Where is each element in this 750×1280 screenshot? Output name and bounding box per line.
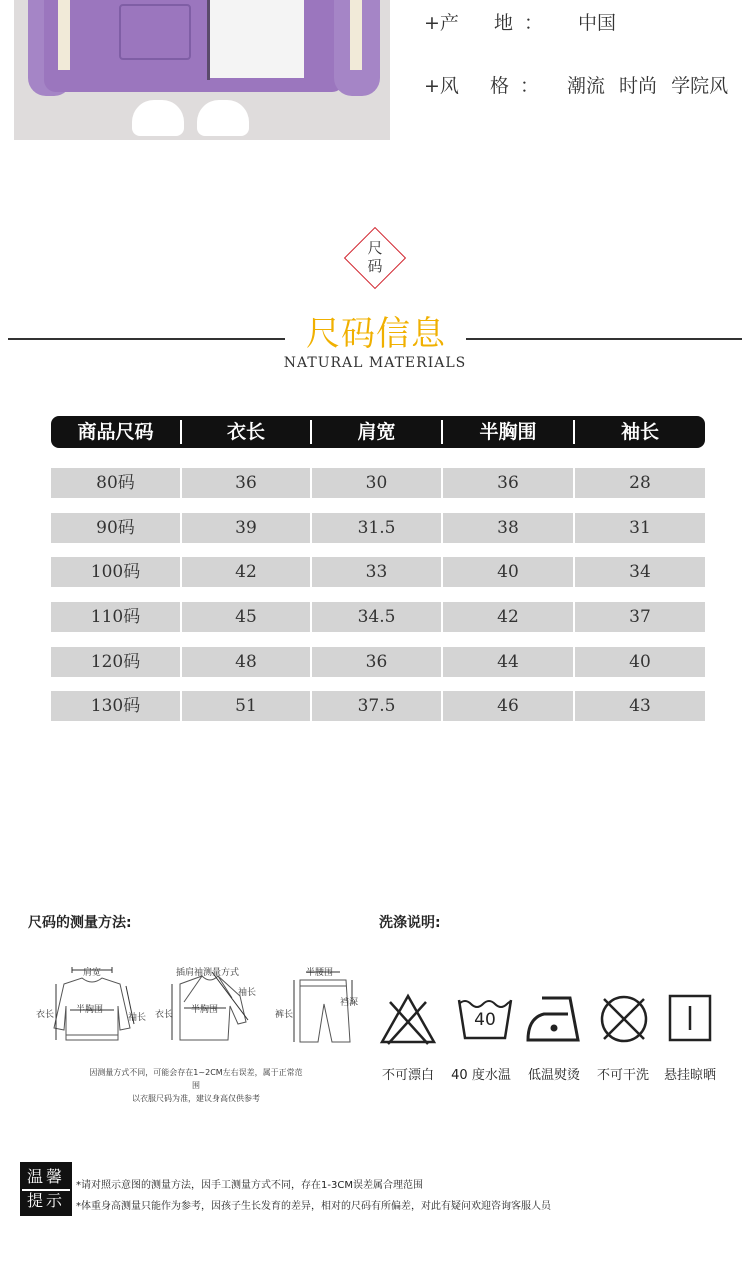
spec-style xyxy=(424,71,744,95)
chest-cell: 42 xyxy=(443,602,573,632)
tip-line: *请对照示意图的测量方法，因手工测量方式不同，存在1-3CM误差属合理范围 xyxy=(76,1180,423,1191)
rise-label: 裆深 xyxy=(340,998,359,1008)
spec-colon: ： xyxy=(524,12,544,34)
section-title: 尺码信息 xyxy=(306,314,446,354)
column-header: 肩宽 xyxy=(357,421,396,443)
wash-temp: 40 xyxy=(474,1010,496,1030)
sleeve-cell: 31 xyxy=(575,513,705,543)
chest-cell: 36 xyxy=(443,468,573,498)
length-cell: 45 xyxy=(182,602,310,632)
size-table-header xyxy=(51,416,705,448)
wash-label: 不可干洗 xyxy=(596,1068,649,1083)
length-label: 衣长 xyxy=(155,1010,174,1020)
sleeve-label: 袖长 xyxy=(238,988,257,998)
white-shoe xyxy=(132,100,184,136)
sleeve-cell: 34 xyxy=(575,557,705,587)
spec-label-char: +风 xyxy=(424,75,459,97)
shoulder-cell: 33 xyxy=(312,557,441,587)
length-cell: 48 xyxy=(182,647,310,677)
divider-right xyxy=(466,338,742,340)
length-cell: 39 xyxy=(182,513,310,543)
wash-label: 40 度水温 xyxy=(451,1068,511,1083)
sleeve-cell: 37 xyxy=(575,602,705,632)
wash-heading: 洗涤说明: xyxy=(379,915,441,931)
size-cell: 80码 xyxy=(51,468,180,498)
chest-cell: 40 xyxy=(443,557,573,587)
shoulder-cell: 34.5 xyxy=(312,602,441,632)
spec-value: 中国 xyxy=(578,12,617,34)
measure-heading: 尺码的测量方法: xyxy=(28,915,132,931)
length-cell: 36 xyxy=(182,468,310,498)
column-header: 半胸围 xyxy=(479,421,537,443)
sleeve-label: 袖长 xyxy=(128,1013,147,1023)
shoulder-cell: 31.5 xyxy=(312,513,441,543)
wash-label: 悬挂晾晒 xyxy=(663,1068,716,1083)
chest-cell: 46 xyxy=(443,691,573,721)
spec-value: 潮流 时尚 学院风 xyxy=(567,75,729,97)
product-photo xyxy=(14,0,390,140)
sleeve-cell: 40 xyxy=(575,647,705,677)
sleeve-cell: 28 xyxy=(575,468,705,498)
shoulder-cell: 36 xyxy=(312,647,441,677)
spec-label-char: +产 xyxy=(424,12,459,34)
sleeve-cell: 43 xyxy=(575,691,705,721)
chest-label: 半胸围 xyxy=(191,1005,219,1015)
pants-length-label: 裤长 xyxy=(275,1010,294,1020)
divider-left xyxy=(8,338,285,340)
low-iron-icon xyxy=(524,992,584,1046)
spec-label-char: 地 xyxy=(494,12,514,34)
hang-dry-icon xyxy=(660,992,720,1046)
table-row xyxy=(51,468,705,498)
table-row xyxy=(51,647,705,677)
white-shoe xyxy=(197,100,249,136)
no-bleach-icon xyxy=(378,992,438,1046)
length-cell: 51 xyxy=(182,691,310,721)
column-header: 袖长 xyxy=(620,421,659,443)
size-cell: 100码 xyxy=(51,557,180,587)
size-cell: 90码 xyxy=(51,513,180,543)
sleeve-stripe xyxy=(58,0,70,70)
size-badge-text: 尺 码 xyxy=(367,239,383,275)
table-row xyxy=(51,691,705,721)
table-row xyxy=(51,513,705,543)
jacket-lining xyxy=(209,0,304,78)
size-cell: 110码 xyxy=(51,602,180,632)
section-subtitle: NATURAL MATERIALS xyxy=(283,355,467,371)
shoulder-label: 肩宽 xyxy=(83,968,102,978)
tip-line: *体重身高测量只能作为参考，因孩子生长发育的差异，相对的尺码有所偏差，对此有疑问欢迎咨询客服人员 xyxy=(76,1201,551,1212)
table-row xyxy=(51,602,705,632)
raglan-title: 插肩袖测量方式 xyxy=(176,968,240,978)
spec-label-char: 格 xyxy=(490,75,510,97)
wash-label: 低温熨烫 xyxy=(527,1068,580,1083)
chest-cell: 44 xyxy=(443,647,573,677)
shoulder-cell: 37.5 xyxy=(312,691,441,721)
length-cell: 42 xyxy=(182,557,310,587)
jacket-pocket xyxy=(119,4,191,60)
size-cell: 130码 xyxy=(51,691,180,721)
tips-badge: 温馨 提示 xyxy=(20,1162,72,1216)
chest-cell: 38 xyxy=(443,513,573,543)
spec-origin xyxy=(424,8,744,32)
chest-label: 半胸围 xyxy=(76,1005,104,1015)
sleeve-stripe xyxy=(350,0,362,70)
spec-colon: ： xyxy=(520,75,540,97)
jacket-zipper xyxy=(207,0,210,80)
length-label: 衣长 xyxy=(36,1010,55,1020)
measure-note: 因测量方式不同，可能会存在1~2CM左右误差，属于正常范围 以衣服尺码为准，建议身高仅供参考 xyxy=(89,1068,303,1103)
wash-label: 不可漂白 xyxy=(381,1068,434,1083)
column-header: 衣长 xyxy=(226,421,265,443)
waist-label: 半腰围 xyxy=(306,968,334,978)
shoulder-cell: 30 xyxy=(312,468,441,498)
size-cell: 120码 xyxy=(51,647,180,677)
column-header: 商品尺码 xyxy=(77,421,154,443)
table-row xyxy=(51,557,705,587)
tips-badge-divider xyxy=(22,1189,70,1191)
no-dry-clean-icon xyxy=(594,992,654,1046)
